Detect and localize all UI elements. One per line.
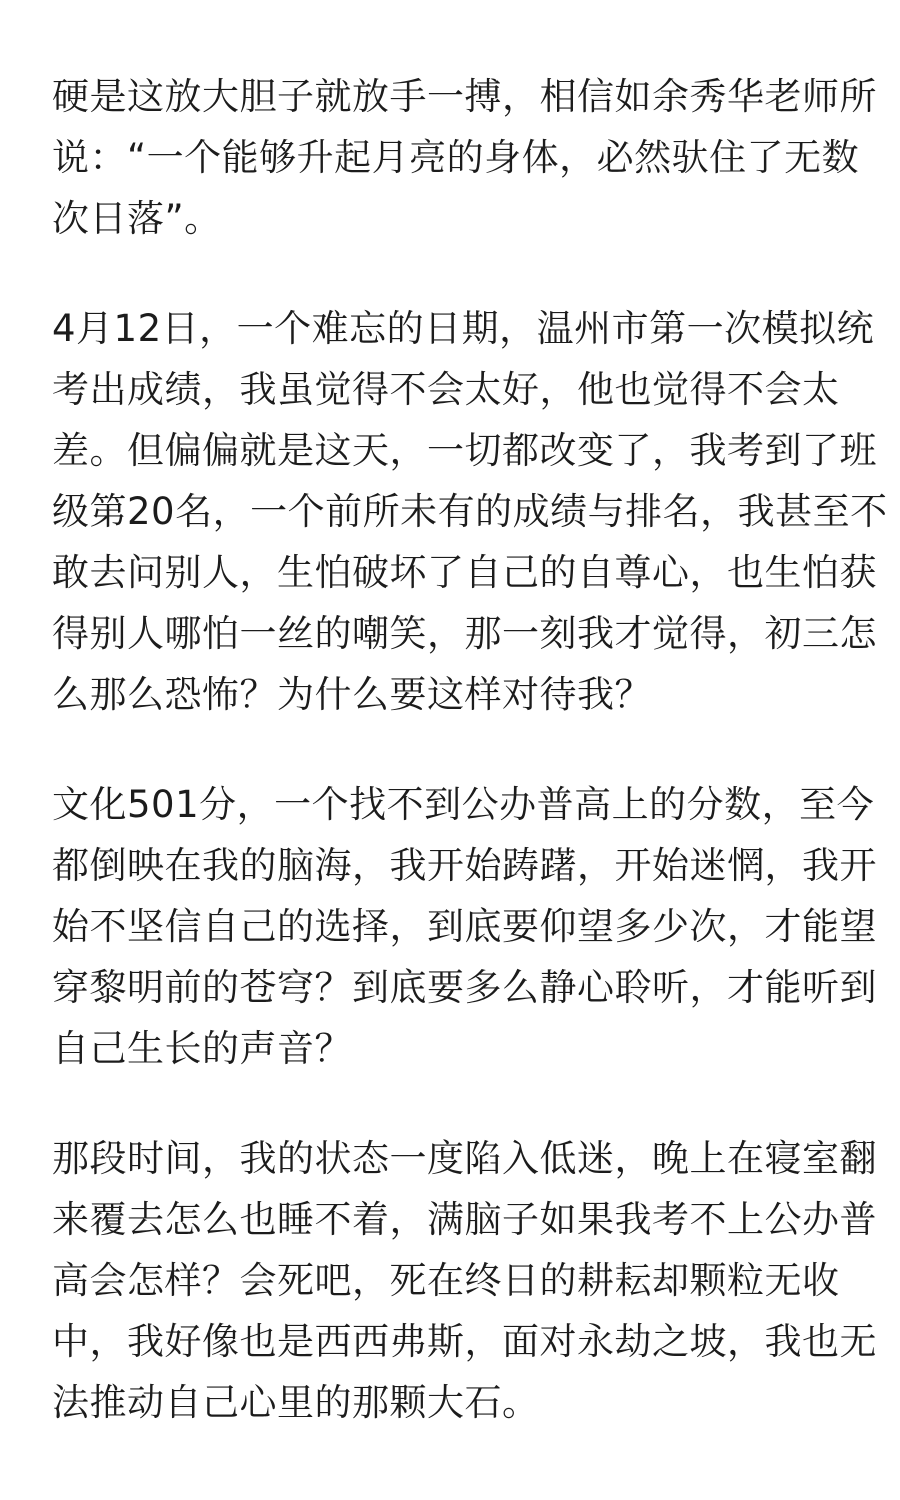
text-line: 差。但偏偏就是这天，一切都改变了，我考到了班 bbox=[52, 429, 877, 472]
paragraph-4 bbox=[52, 1128, 877, 1433]
text-line: 来覆去怎么也睡不着，满脑子如果我考不上公办普 bbox=[52, 1198, 877, 1241]
text-line: 次日落”。 bbox=[52, 197, 222, 240]
text-line: 4月12日，一个难忘的日期，温州市第一次模拟统 bbox=[52, 307, 875, 350]
text-line: 文化501分，一个找不到公办普高上的分数，至今 bbox=[52, 783, 875, 826]
text-line: 说：“一个能够升起月亮的身体，必然驮住了无数 bbox=[52, 136, 860, 179]
text-line: 敢去问别人，生怕破坏了自己的自尊心，也生怕获 bbox=[52, 551, 877, 594]
text-line: 自己生长的声音？ bbox=[52, 1027, 352, 1070]
text-line: 都倒映在我的脑海，我开始踌躇，开始迷惘，我开 bbox=[52, 844, 877, 887]
paragraph-3 bbox=[52, 774, 877, 1079]
article-body bbox=[52, 66, 888, 1482]
text-line: 始不坚信自己的选择，到底要仰望多少次，才能望 bbox=[52, 905, 877, 948]
text-line: 硬是这放大胆子就放手一搏，相信如余秀华老师所 bbox=[52, 75, 877, 118]
text-line: 高会怎样？会死吧，死在终日的耕耘却颗粒无收 bbox=[52, 1259, 840, 1302]
text-line: 法推动自己心里的那颗大石。 bbox=[52, 1381, 540, 1424]
paragraph-1 bbox=[52, 66, 877, 249]
text-line: 得别人哪怕一丝的嘲笑，那一刻我才觉得，初三怎 bbox=[52, 612, 877, 655]
paragraph-2 bbox=[52, 298, 888, 725]
text-line: 中，我好像也是西西弗斯，面对永劫之坡，我也无 bbox=[52, 1320, 877, 1363]
text-line: 考出成绩，我虽觉得不会太好，他也觉得不会太 bbox=[52, 368, 840, 411]
text-line: 穿黎明前的苍穹？到底要多么静心聆听，才能听到 bbox=[52, 966, 877, 1009]
text-line: 么那么恐怖？为什么要这样对待我？ bbox=[52, 673, 652, 716]
text-line: 级第20名，一个前所未有的成绩与排名，我甚至不 bbox=[52, 490, 888, 533]
text-line: 那段时间，我的状态一度陷入低迷，晚上在寝室翻 bbox=[52, 1137, 877, 1180]
